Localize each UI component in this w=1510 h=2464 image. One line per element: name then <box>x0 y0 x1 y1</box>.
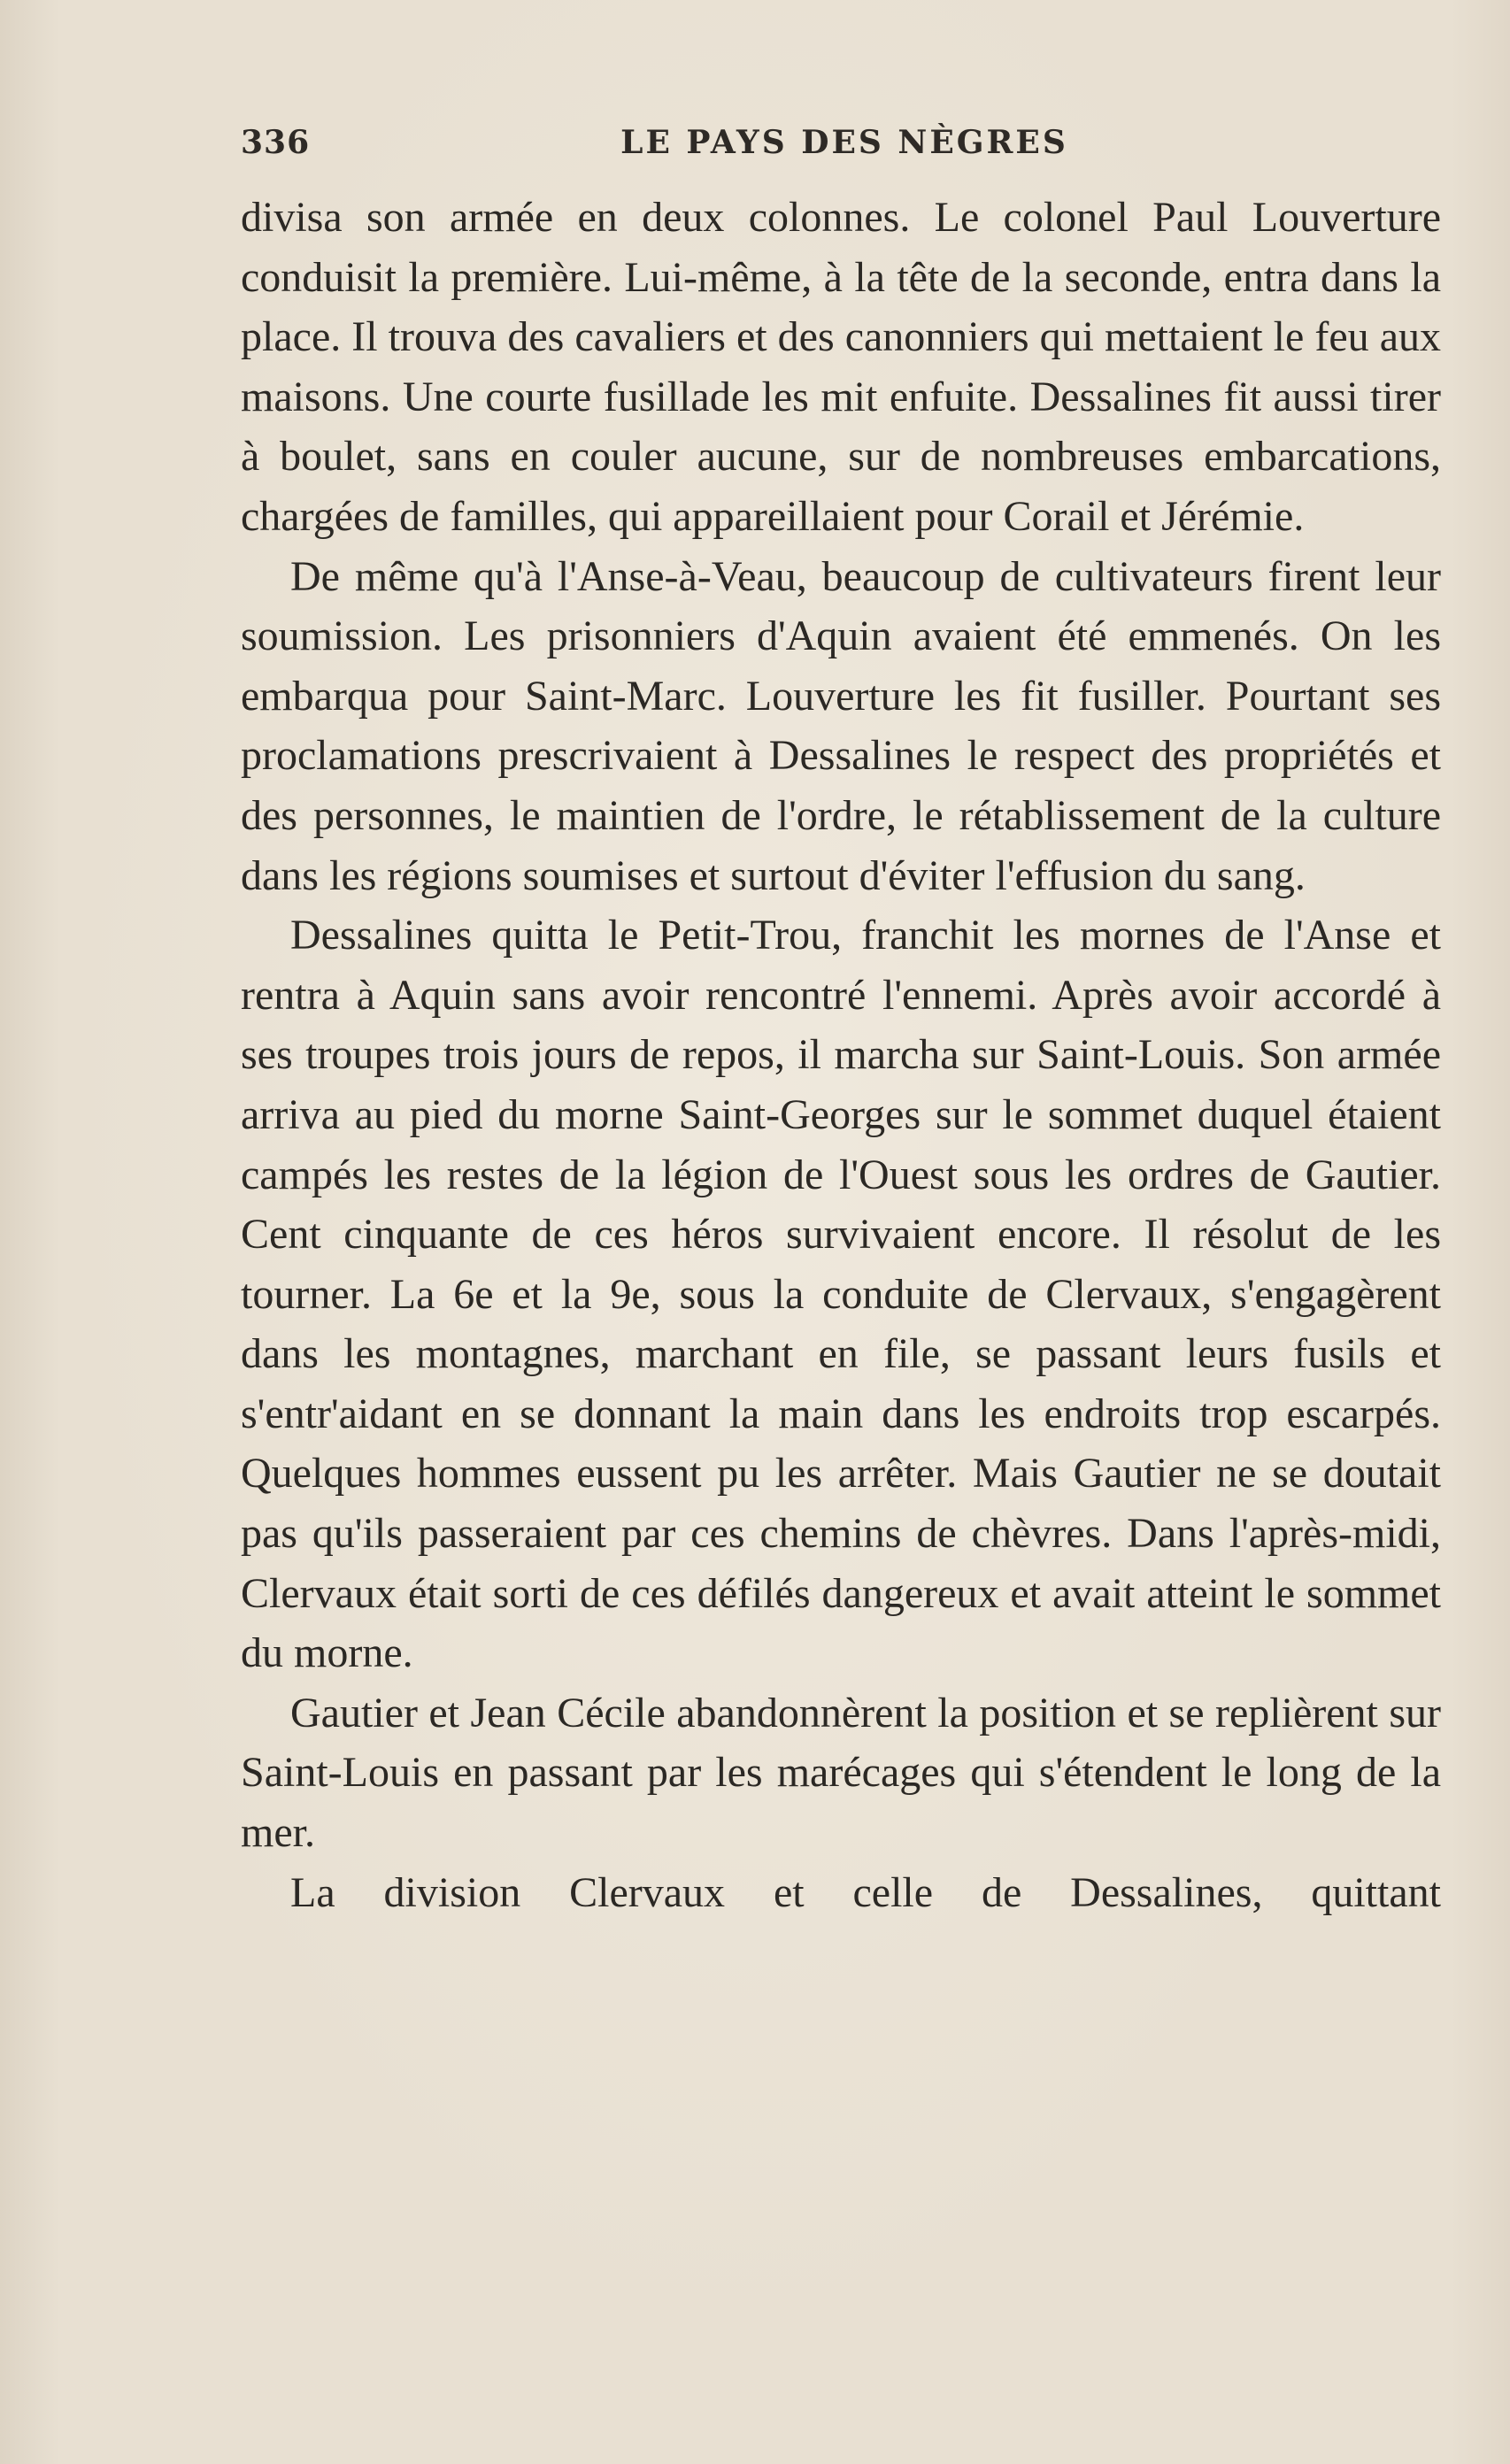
paragraph: Dessalines quitta le Petit-Trou, franchit les mornes de l'Anse et rentra à Aquin sans avoir rencontré l'ennemi. Après avoir accordé à ses troupes trois jours de repos, il marcha sur Saint-Louis. Son armée arriva au pied du morne Saint-Georges sur le sommet duquel étaient campés les restes de la légion de l'Ouest sous les ordres de Gautier. Cent cinquante de ces héros survivaient encore. Il résolut de les tourner. La 6e et la 9e, sous la conduite de Clervaux, s'engagèrent dans les montagnes, marchant en file, se passant leurs fusils et s'entr'aidant en se donnant la main dans les endroits trop escarpés. Quelques hommes eussent pu les arrêter. Mais Gautier ne se doutait pas qu'ils passeraient par ces chemins de chèvres. Dans l'après-midi, Clervaux était sorti de ces défilés dangereux et avait atteint le sommet du morne. <box>241 912 1441 1677</box>
body-text <box>241 188 1441 1922</box>
running-head <box>241 124 1448 168</box>
page-number: 336 <box>241 124 311 161</box>
paragraph: La division Clervaux et celle de Dessalines, quittant <box>290 1868 1441 1916</box>
paragraph: De même qu'à l'Anse-à-Veau, beaucoup de cultivateurs firent leur soumission. Les prisonniers d'Aquin avaient été emmenés. On les embarqua pour Saint-Marc. Louverture les fit fusiller. Pourtant ses proclamations prescrivaient à Dessalines le respect des propriétés et des personnes, le maintien de l'ordre, le rétablissement de la culture dans les régions soumises et surtout d'éviter l'effusion du sang. <box>241 552 1441 899</box>
running-title: LE PAYS DES NÈGRES <box>620 124 1068 161</box>
paragraph: divisa son armée en deux colonnes. Le colonel Paul Louverture conduisit la première. Lui-même, à la tête de la seconde, entra dans la place. Il trouva des cavaliers et des canonniers qui mettaient le feu aux maisons. Une courte fusillade les mit enfuite. Dessalines fit aussi tirer à boulet, sans en couler aucune, sur de nombreuses embarcations, chargées de familles, qui appareillaient pour Corail et Jérémie. <box>241 194 1441 540</box>
paragraph: Gautier et Jean Cécile abandonnèrent la position et se replièrent sur Saint-Louis en passant par les marécages qui s'étendent le long de la mer. <box>241 1689 1441 1857</box>
